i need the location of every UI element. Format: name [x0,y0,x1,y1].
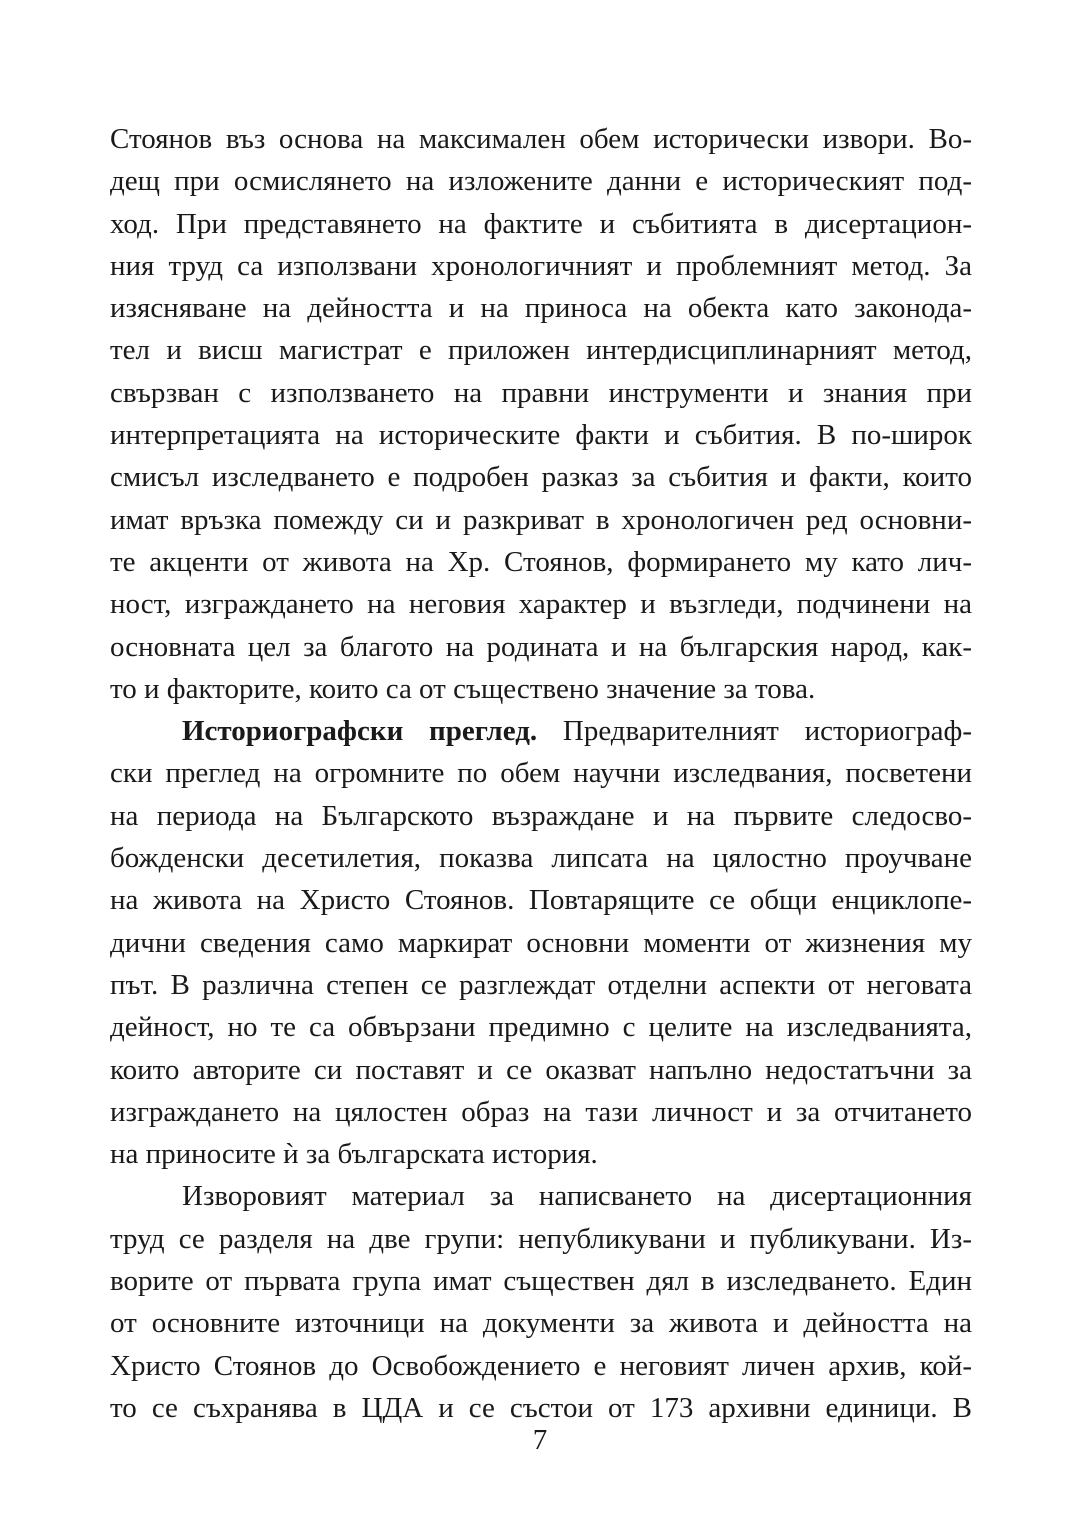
text-line: ност, изграждането на неговия характер и възгледи, подчинени на [110,588,972,621]
heading-line-rest: Предварителният историограф- [537,715,972,748]
text-line: които авторите си поставят и се оказват напълно недостатъчни за [110,1053,972,1086]
text-line: Изворовият материал за написването на дисертационния [182,1180,972,1213]
text-line: ния труд са използвани хронологичният и проблемният метод. За [110,249,972,282]
text-line: те акценти от живота на Хр. Стоянов, формирането му като лич- [110,545,972,578]
text-line: ски преглед на огромните по обем научни изследвания, посветени [110,757,972,790]
body-text [110,118,972,1429]
text-line: божденски десетилетия, показва липсата на цялостно проучване [110,842,972,875]
text-line: от основните източници на документи за живота и дейността на [110,1307,972,1340]
text-line: то се съхранява в ЦДА и се състои от 173 архивни единици. В [110,1391,972,1424]
paragraph-3 [110,1175,972,1429]
text-line: свързван с използването на правни инструменти и знания при [110,376,972,409]
text-line: на периода на Българското възраждане и на първите следосво- [110,799,972,832]
text-line: основната цел за благото на родината и на българския народ, как- [110,630,972,663]
text-line: смисъл изследването е подробен разказ за събития и факти, които [110,461,972,494]
text-line: на живота на Христо Стоянов. Повтарящите се общи енциклопе- [110,884,972,917]
text-line: то и факторите, които са от съществено значение за това. [110,672,816,705]
text-line: дещ при осмислянето на изложените данни е историческият под- [110,165,972,198]
text-line: Христо Стоянов до Освобождението е неговият личен архив, кой- [110,1349,972,1382]
text-line: дейност, но те са обвързани предимно с целите на изследванията, [110,1011,972,1044]
paragraph-2 [110,710,972,1175]
text-line [110,710,972,752]
text-line: имат връзка помежду си и разкриват в хронологичен ред основни- [110,503,972,536]
text-line: път. В различна степен се разглеждат отделни аспекти от неговата [110,968,972,1001]
page-number: 7 [532,1424,548,1456]
text-line: интерпретацията на историческите факти и събития. В по-широк [110,419,972,452]
text-line: дични сведения само маркират основни моменти от жизнения му [110,926,972,959]
text-line: ворите от първата група имат съществен дял в изследването. Един [110,1265,972,1298]
paragraph-1 [110,118,972,710]
text-line: ход. При представянето на фактите и събитията в дисертацион- [110,207,972,240]
text-line: на приносите ѝ за българската история. [110,1138,598,1171]
text-line: труд се разделя на две групи: непубликувани и публикувани. Из- [110,1222,972,1255]
text-line: изграждането на цялостен образ на тази личност и за отчитането [110,1095,972,1128]
text-line: тел и висш магистрат е приложен интердисциплинарният метод, [110,334,972,367]
section-heading: Историографски преглед. [182,715,538,748]
text-line: изясняване на дейността и на приноса на обекта като законода- [110,292,972,325]
text-line: Стоянов въз основа на максимален обем исторически извори. Во- [110,123,972,155]
